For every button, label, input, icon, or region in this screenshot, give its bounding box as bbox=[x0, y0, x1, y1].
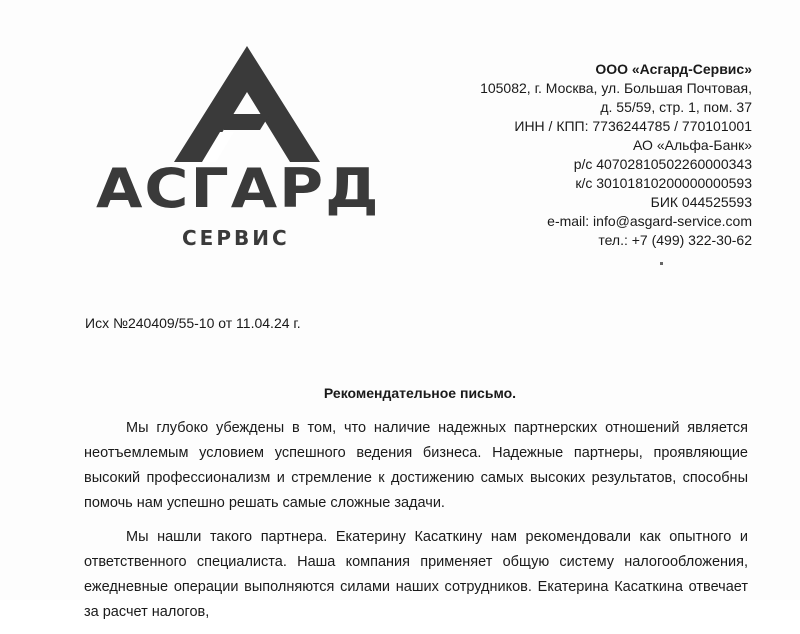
scan-speck bbox=[660, 262, 663, 265]
company-requisites bbox=[432, 60, 752, 250]
requisite-line: ИНН / КПП: 7736244785 / 770101001 bbox=[514, 118, 752, 134]
requisite-line: 105082, г. Москва, ул. Большая Почтовая, bbox=[480, 80, 752, 96]
letter-paragraph: Мы глубоко убеждены в том, что наличие надежных партнерских отношений является неотъемлемым условием успешного ведения бизнеса. Надежные партнеры, проявляющие высокий профессионализм и стремление к достижению самых высоких результатов, способны помочь нам успешно решать самые сложные задачи. bbox=[84, 420, 748, 511]
outgoing-reference: Исх №240409/55-10 от 11.04.24 г. bbox=[85, 315, 301, 331]
requisite-line: тел.: +7 (499) 322-30-62 bbox=[598, 232, 752, 248]
letter-body bbox=[84, 416, 748, 634]
requisite-line: АО «Альфа-Банк» bbox=[633, 137, 752, 153]
company-name: ООО «Асгард-Сервис» bbox=[595, 61, 752, 77]
requisite-line: к/с 30101810200000000593 bbox=[575, 175, 752, 191]
letter-paragraph: Мы нашли такого партнера. Екатерину Касаткину нам рекомендовали как опытного и ответственного специалиста. Наша компания применяет общую систему налогообложения, ежедневные операции выполняются силами наших сотрудников. Екатерина Касаткина отвечает за расчет налогов, bbox=[84, 529, 748, 620]
company-logo bbox=[92, 44, 382, 254]
logo-wordmark: АСГАРД bbox=[96, 157, 381, 221]
logo-subtitle: СЕРВИС bbox=[182, 226, 290, 250]
requisite-line: БИК 044525593 bbox=[650, 194, 752, 210]
requisite-line: д. 55/59, стр. 1, пом. 37 bbox=[600, 99, 752, 115]
requisite-line: р/с 40702810502260000343 bbox=[573, 156, 752, 172]
letter-title: Рекомендательное письмо. bbox=[323, 385, 517, 401]
logo-mark-icon bbox=[172, 44, 322, 164]
requisite-line: e-mail: info@asgard-service.com bbox=[547, 213, 752, 229]
